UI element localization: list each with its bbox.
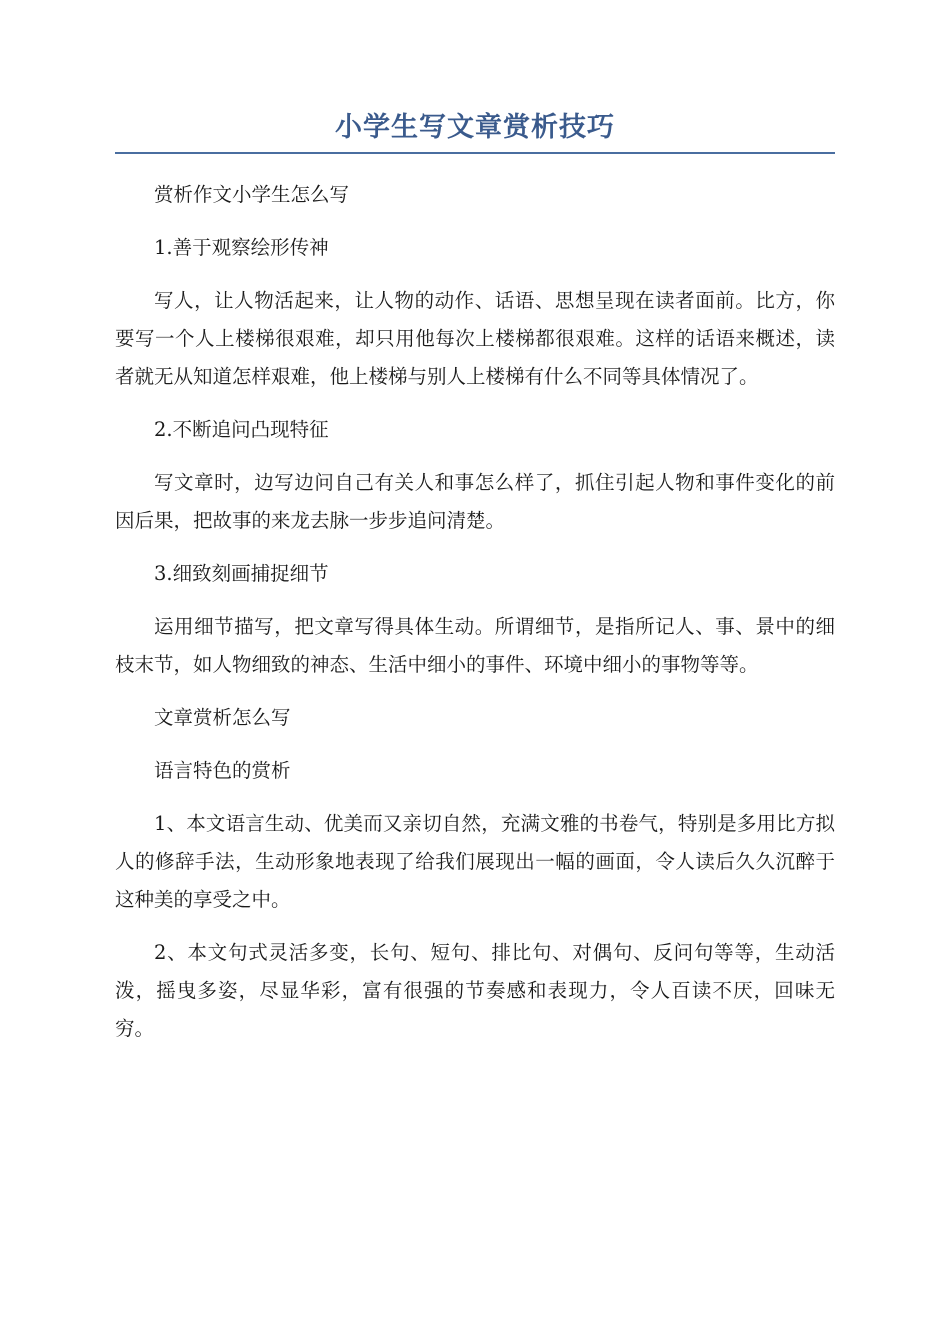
paragraph-subheading: 语言特色的赏析 (154, 759, 291, 782)
paragraph-subheading: 1.善于观察绘形传神 (154, 236, 329, 259)
paragraph: 1、本文语言生动、优美而又亲切自然，充满文雅的书卷气，特别是多用比方拟人的修辞手法，生动形象地表现了给我们展现出一幅的画面，令人读后久久沉醉于这种美的享受之中。 (115, 812, 835, 911)
paragraph-subheading: 2.不断追问凸现特征 (154, 418, 329, 441)
paragraph: 写人，让人物活起来，让人物的动作、话语、思想呈现在读者面前。比方，你要写一个人上楼梯很艰难，却只用他每次上楼梯都很艰难。这样的话语来概述，读者就无从知道怎样艰难，他上楼梯与别人上楼梯有什么不同等具体情况了。 (115, 289, 835, 388)
document-title: 小学生写文章赏析技巧 (115, 108, 835, 154)
paragraph-subheading: 3.细致刻画捕捉细节 (154, 562, 329, 585)
paragraph: 2、本文句式灵活多变，长句、短句、排比句、对偶句、反问句等等，生动活泼，摇曳多姿，尽显华彩，富有很强的节奏感和表现力，令人百读不厌，回味无穷。 (115, 941, 835, 1040)
document-body (115, 176, 835, 1048)
document-page (115, 108, 835, 1063)
paragraph-heading: 文章赏析怎么写 (154, 706, 291, 729)
paragraph: 写文章时，边写边问自己有关人和事怎么样了，抓住引起人物和事件变化的前因后果，把故事的来龙去脉一步步追问清楚。 (115, 471, 835, 532)
paragraph: 运用细节描写，把文章写得具体生动。所谓细节，是指所记人、事、景中的细枝末节，如人物细致的神态、生活中细小的事件、环境中细小的事物等等。 (115, 615, 835, 676)
paragraph-heading: 赏析作文小学生怎么写 (154, 183, 350, 206)
